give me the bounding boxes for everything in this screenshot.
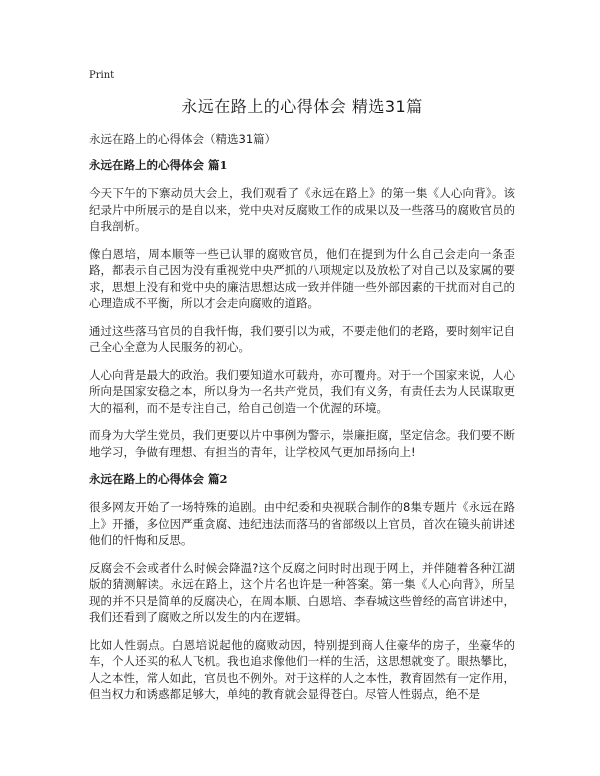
document-subtitle: 永远在路上的心得体会（精选31篇）	[89, 132, 277, 146]
section-heading: 永远在路上的心得体会 篇2	[89, 472, 228, 486]
paragraph: 很多网友开始了一场特殊的追剧。由中纪委和央视联合制作的8集专题片《永远在路上》开播，多位因严重贪腐、违纪违法而落马的省部级以上官员，首次在镜头前讲述他们的忏悔和反思。	[89, 500, 515, 547]
paragraph: 人心向背是最大的政治。我们要知道水可载舟，亦可覆舟。对于一个国家来说，人心所向是国家安稳之本，所以身为一名共产党员，我们有义务，有责任去为人民谋取更大的福利，而不是专注自己，给自己创造一个优渥的环境。	[89, 367, 515, 415]
document-body	[89, 157, 515, 714]
print-link[interactable]: Print	[89, 70, 115, 81]
paragraph: 反腐会不会或者什么时候会降温?这个反腐之问时时出现于网上，并伴随着各种江湖版的猜测解读。永远在路上，这个片名也许是一种答案。第一集《人心向背》，所呈现的并不只是简单的反腐决心，在周本顺、白恩培、李春城这些曾经的高官讲述中，我们还看到了腐败之所以发生的内在逻辑。	[89, 560, 515, 624]
paragraph: 而身为大学生党员，我们更要以片中事例为警示，崇廉拒腐，坚定信念。我们要不断地学习，争做有理想、有担当的青年，让学校风气更加昂扬向上!	[89, 428, 515, 459]
paragraph: 像白恩培，周本顺等一些已认罪的腐败官员，他们在提到为什么自己会走向一条歪路，都表示自己因为没有重视党中央严抓的八项规定以及放松了对自己以及家属的要求，思想上没有和党中央的廉洁思想达成一致并伴随一些外部因素的干扰而对自己的心理造成不平衡，所以才会走向腐败的道路。	[89, 246, 515, 310]
page-title: 永远在路上的心得体会 精选31篇	[181, 97, 423, 116]
paragraph: 比如人性弱点。白恩培说起他的腐败动因，特别提到商人住豪华的房子，坐豪华的车，个人还买的私人飞机。我也追求像他们一样的生活，这思想就变了。眼热攀比，人之本性，常人如此，官员也不例外。对于这样的人之本性，教育固然有一定作用，但当权力和诱惑都足够大，单纯的教育就会显得苍白。尽管人性弱点，绝不是	[89, 637, 515, 701]
paragraph: 通过这些落马官员的自我忏悔，我们要引以为戒，不要走他们的老路，要时刻牢记自己全心全意为人民服务的初心。	[89, 323, 515, 354]
section-heading: 永远在路上的心得体会 篇1	[89, 158, 228, 172]
paragraph: 今天下午的下寨动员大会上，我们观看了《永远在路上》的第一集《人心向背》。该纪录片中所展示的是自以来，党中央对反腐败工作的成果以及一些落马的腐败官员的自我剖析。	[89, 186, 515, 233]
